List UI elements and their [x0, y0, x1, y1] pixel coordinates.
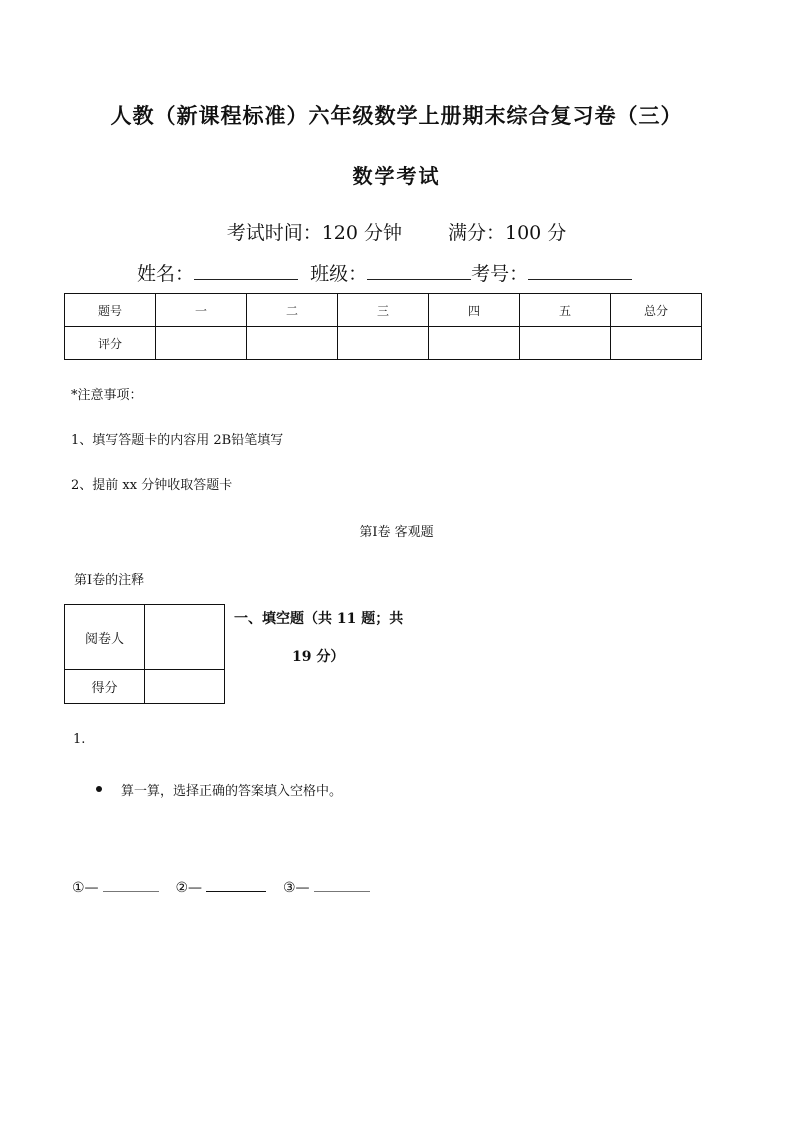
volume-title: 第Ⅰ卷 客观题	[359, 525, 434, 540]
time-label: 考试时间：120 分钟	[226, 222, 402, 244]
exam-title: 人教（新课程标准）六年级数学上册期末综合复习卷（三）	[110, 103, 683, 128]
student-info-line	[137, 259, 632, 286]
grader-score-label: 得分	[65, 670, 145, 704]
score-header-cell: 题号	[65, 294, 156, 327]
reviewer-cell[interactable]	[145, 605, 225, 670]
score-cell[interactable]	[429, 327, 520, 360]
volume-note: 第Ⅰ卷的注释	[74, 573, 145, 588]
exam-no-field[interactable]	[528, 261, 632, 280]
score-cell[interactable]	[611, 327, 702, 360]
score-cell[interactable]	[247, 327, 338, 360]
score-header-cell: 五	[520, 294, 611, 327]
notice-item-2: 2、提前 xx 分钟收取答题卡	[71, 478, 233, 493]
section-heading: 一、填空题（共 11 题；共	[234, 611, 404, 627]
answer-label-2: ②—	[175, 880, 203, 896]
question-text: 算一算，选择正确的答案填入空格中。	[121, 784, 343, 799]
notice-title: *注意事项：	[71, 388, 143, 403]
full-score-label: 满分：100 分	[448, 222, 567, 244]
score-header-cell: 三	[338, 294, 429, 327]
class-field[interactable]	[367, 261, 471, 280]
score-cell[interactable]	[156, 327, 247, 360]
grader-score-cell[interactable]	[145, 670, 225, 704]
answer-label-3: ③—	[282, 880, 310, 896]
bullet-icon	[96, 786, 102, 792]
exam-subtitle: 数学考试	[352, 164, 441, 188]
score-table	[64, 293, 702, 360]
score-header-cell: 四	[429, 294, 520, 327]
answer-blank-3[interactable]	[314, 879, 370, 892]
question-number: 1.	[73, 732, 86, 747]
score-header-cell: 二	[247, 294, 338, 327]
name-field[interactable]	[194, 261, 298, 280]
exam-time-score-line	[0, 218, 793, 245]
grader-table	[64, 604, 225, 704]
name-label: 姓名：	[137, 263, 195, 285]
score-cell[interactable]	[520, 327, 611, 360]
answer-label-1: ①—	[72, 880, 99, 896]
score-header-cell: 总分	[611, 294, 702, 327]
score-table-score-row	[65, 327, 702, 360]
answer-line	[72, 879, 382, 896]
grader-row	[65, 670, 225, 704]
reviewer-label: 阅卷人	[65, 605, 145, 670]
section-heading-cont: 19 分）	[292, 649, 345, 665]
class-label: 班级：	[310, 263, 368, 285]
notice-item-1: 1、填写答题卡的内容用 2B铅笔填写	[71, 433, 284, 448]
score-table-header-row	[65, 294, 702, 327]
answer-blank-2[interactable]	[206, 879, 266, 892]
score-header-cell: 一	[156, 294, 247, 327]
answer-blank-1[interactable]	[103, 879, 159, 892]
score-cell[interactable]	[338, 327, 429, 360]
exam-no-label: 考号：	[471, 263, 529, 285]
score-row-label: 评分	[65, 327, 156, 360]
grader-row	[65, 605, 225, 670]
